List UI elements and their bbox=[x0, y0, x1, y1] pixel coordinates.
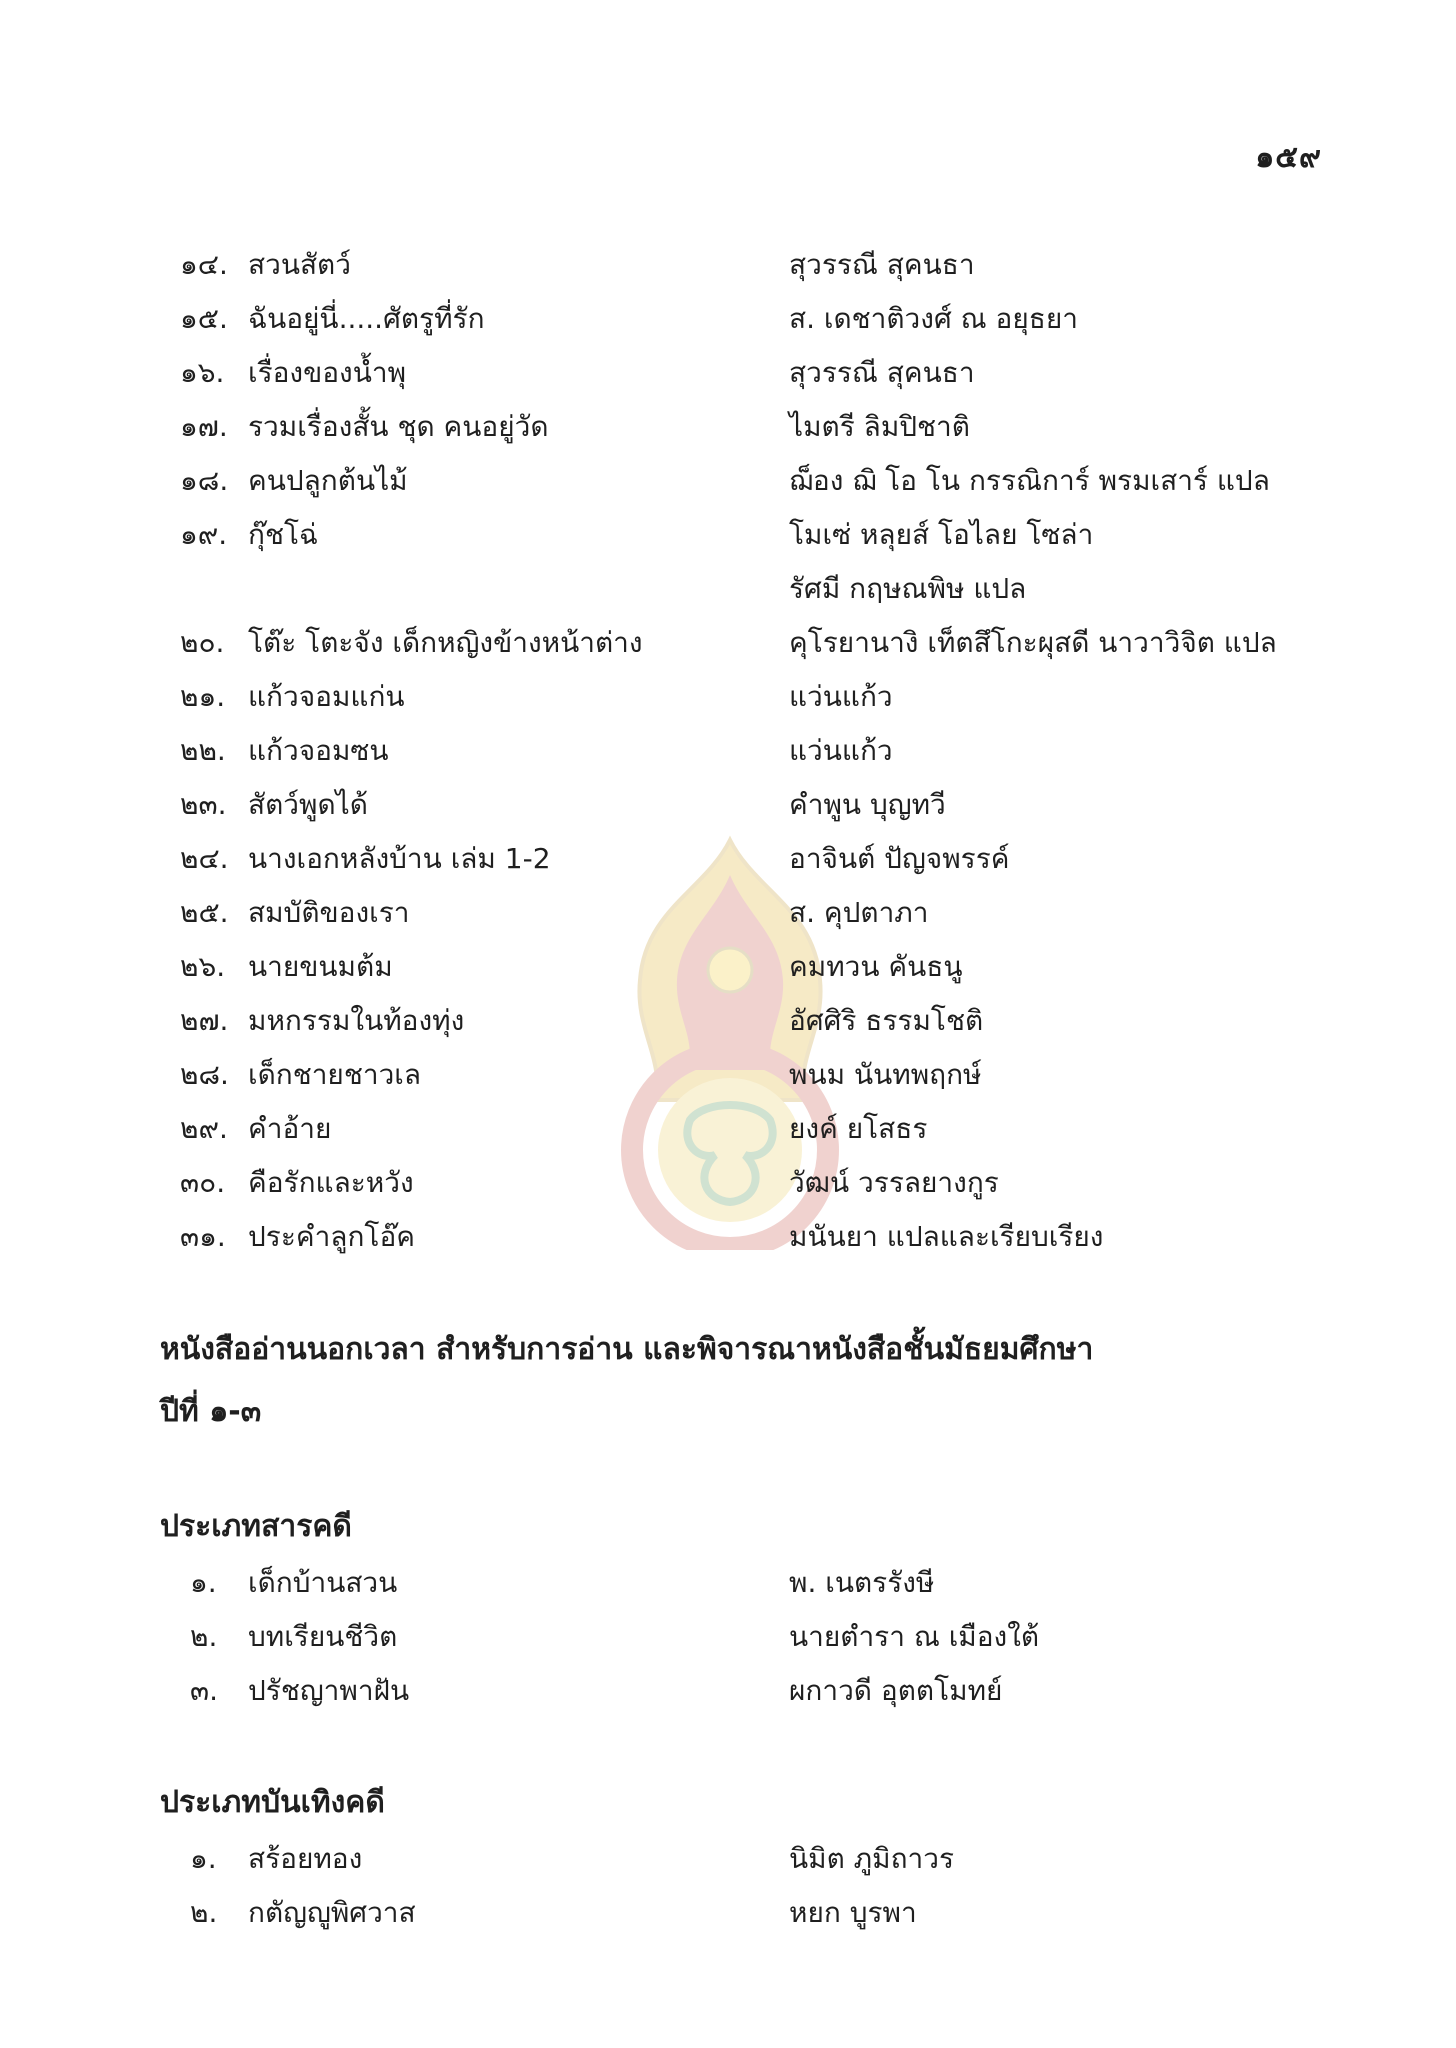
item-number: ๓๐. bbox=[180, 1166, 226, 1199]
book-title: บทเรียนชีวิต bbox=[248, 1620, 398, 1653]
book-author: ส. เดชาติวงศ์ ณ อยุธยา bbox=[789, 302, 1078, 335]
item-number: ๒๕. bbox=[180, 896, 229, 929]
list-item bbox=[0, 1664, 1456, 1718]
book-author: โมเซ่ หลุยส์ โอไลย โซล่า bbox=[789, 518, 1094, 551]
book-title: ประคำลูกโอ๊ค bbox=[248, 1220, 416, 1253]
book-title: นางเอกหลังบ้าน เล่ม 1-2 bbox=[248, 842, 551, 875]
item-number: ๓๑. bbox=[180, 1220, 226, 1253]
item-number: ๑๖. bbox=[180, 356, 225, 389]
book-title: ฉันอยู่นี่.....ศัตรูที่รัก bbox=[248, 302, 485, 335]
list-item bbox=[0, 292, 1456, 346]
item-number: ๒๗. bbox=[180, 1004, 229, 1037]
book-author: คำพูน บุญทวี bbox=[789, 788, 946, 821]
book-author: หยก บูรพา bbox=[789, 1896, 917, 1929]
book-author: คมทวน คันธนู bbox=[789, 950, 963, 983]
list-item bbox=[0, 724, 1456, 778]
book-author: ไมตรี ลิมปิชาติ bbox=[789, 410, 970, 443]
item-number: ๒. bbox=[190, 1620, 218, 1653]
nonfiction-heading: ประเภทสารคดี bbox=[160, 1509, 352, 1544]
item-number: ๑. bbox=[190, 1566, 217, 1599]
book-title: นายขนมต้ม bbox=[248, 950, 393, 983]
item-number: ๑๙. bbox=[180, 518, 228, 551]
book-title: คำอ้าย bbox=[248, 1112, 332, 1145]
item-number: ๑๗. bbox=[180, 410, 228, 443]
section-heading-line1: หนังสืออ่านนอกเวลา สำหรับการอ่าน และพิจารณาหนังสือชั้นมัธยมศึกษา bbox=[160, 1332, 1094, 1367]
book-title: ปรัชญาพาฝัน bbox=[248, 1674, 410, 1707]
book-author: แว่นแก้ว bbox=[789, 680, 893, 713]
book-title: เด็กชายชาวเล bbox=[248, 1058, 422, 1091]
item-number: ๑๔. bbox=[180, 248, 228, 281]
book-author: สุวรรณี สุคนธา bbox=[789, 248, 975, 281]
book-author: อาจินต์ ปัญจพรรค์ bbox=[789, 842, 1010, 875]
book-author: ยงค์ ยโสธร bbox=[789, 1112, 928, 1145]
list-item bbox=[0, 1556, 1456, 1610]
book-author: คุโรยานางิ เท็ตสึโกะผุสดี นาวาวิจิต แปล bbox=[789, 626, 1277, 659]
item-number: ๒๒. bbox=[180, 734, 226, 767]
book-author: มนันยา แปลและเรียบเรียง bbox=[789, 1220, 1104, 1253]
list-item bbox=[0, 994, 1456, 1048]
item-number: ๒๖. bbox=[180, 950, 226, 983]
list-item bbox=[0, 400, 1456, 454]
book-author: รัศมี กฤษณพิษ แปล bbox=[789, 572, 1027, 605]
book-title: แก้วจอมซน bbox=[248, 734, 389, 767]
book-author: สุวรรณี สุคนธา bbox=[789, 356, 975, 389]
list-item bbox=[0, 1610, 1456, 1664]
book-author: นิมิต ภูมิถาวร bbox=[789, 1842, 955, 1875]
item-number: ๒๑. bbox=[180, 680, 226, 713]
item-number: ๒. bbox=[190, 1896, 218, 1929]
list-item bbox=[0, 346, 1456, 400]
book-title: กตัญญูพิศวาส bbox=[248, 1896, 416, 1929]
list-item bbox=[0, 940, 1456, 994]
book-title: สัตว์พูดได้ bbox=[248, 788, 368, 821]
page-number: ๑๕๙ bbox=[1255, 140, 1322, 175]
book-author: วัฒน์ วรรลยางกูร bbox=[789, 1166, 999, 1199]
book-title: กุ๊ชโฉ่ bbox=[248, 518, 319, 551]
item-number: ๒๙. bbox=[180, 1112, 228, 1145]
fiction-heading: ประเภทบันเทิงคดี bbox=[160, 1785, 385, 1820]
list-item bbox=[0, 778, 1456, 832]
list-item bbox=[0, 454, 1456, 508]
book-author: ส. คุปตาภา bbox=[789, 896, 929, 929]
list-item bbox=[0, 616, 1456, 670]
book-author: อัศศิริ ธรรมโชติ bbox=[789, 1004, 984, 1037]
book-title: สวนสัตว์ bbox=[248, 248, 351, 281]
item-number: ๒๓. bbox=[180, 788, 227, 821]
item-number: ๑๕. bbox=[180, 302, 228, 335]
book-title: มหกรรมในท้องทุ่ง bbox=[248, 1004, 465, 1037]
book-title: เด็กบ้านสวน bbox=[248, 1566, 398, 1599]
book-title: รวมเรื่องสั้น ชุด คนอยู่วัด bbox=[248, 410, 549, 443]
item-number: ๒๘. bbox=[180, 1058, 229, 1091]
book-author: แว่นแก้ว bbox=[789, 734, 893, 767]
list-item bbox=[0, 832, 1456, 886]
list-item bbox=[0, 1102, 1456, 1156]
list-item bbox=[0, 238, 1456, 292]
book-author: ฌ็อง ฌิ โอ โน กรรณิการ์ พรมเสาร์ แปล bbox=[789, 464, 1270, 497]
item-number: ๑๘. bbox=[180, 464, 229, 497]
book-author: ผกาวดี อุตตโมทย์ bbox=[789, 1674, 1003, 1707]
item-number: ๓. bbox=[190, 1674, 219, 1707]
list-item bbox=[0, 1210, 1456, 1264]
item-number: ๒๔. bbox=[180, 842, 229, 875]
list-item bbox=[0, 508, 1456, 562]
book-title: เรื่องของน้ำพุ bbox=[248, 356, 407, 389]
book-author: นายตำรา ณ เมืองใต้ bbox=[789, 1620, 1040, 1653]
book-title: สร้อยทอง bbox=[248, 1842, 363, 1875]
item-number: ๒๐. bbox=[180, 626, 225, 659]
book-title: คือรักและหวัง bbox=[248, 1166, 414, 1199]
list-item bbox=[0, 1048, 1456, 1102]
book-author: พ. เนตรรังษี bbox=[789, 1566, 935, 1599]
list-item bbox=[0, 886, 1456, 940]
list-item bbox=[0, 1832, 1456, 1886]
item-number: ๑. bbox=[190, 1842, 217, 1875]
list-item bbox=[0, 1156, 1456, 1210]
book-title: สมบัติของเรา bbox=[248, 896, 410, 929]
book-author: พนม นันทพฤกษ์ bbox=[789, 1058, 982, 1091]
list-item bbox=[0, 1886, 1456, 1940]
book-title: โต๊ะ โตะจัง เด็กหญิงข้างหน้าต่าง bbox=[248, 626, 643, 659]
list-item bbox=[0, 670, 1456, 724]
book-title: คนปลูกต้นไม้ bbox=[248, 464, 408, 497]
list-item-continuation bbox=[0, 562, 1456, 616]
section-heading-line2: ปีที่ ๑-๓ bbox=[160, 1394, 262, 1429]
book-title: แก้วจอมแก่น bbox=[248, 680, 405, 713]
